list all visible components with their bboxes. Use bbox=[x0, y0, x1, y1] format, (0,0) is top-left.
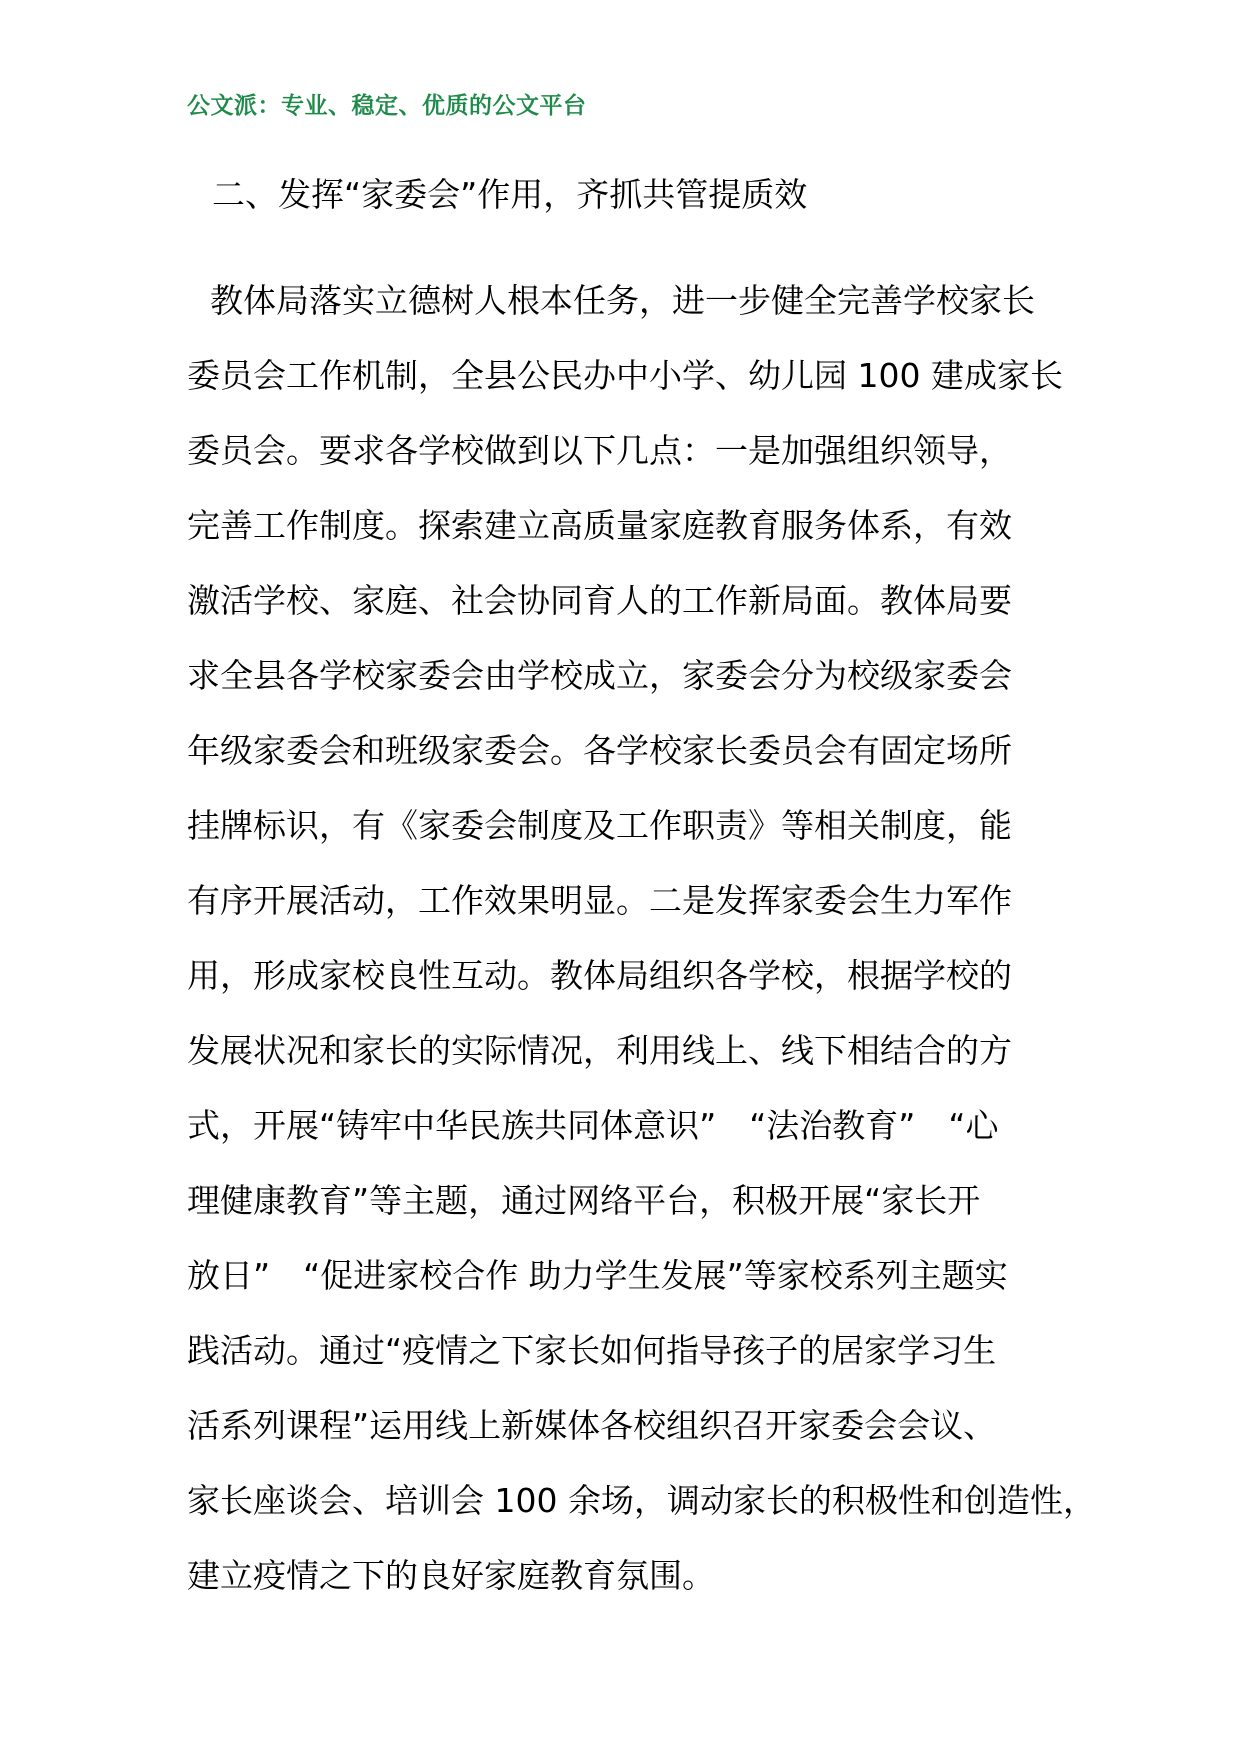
paragraph-line: 激活学校、家庭、社会协同育人的工作新局面。教体局要 bbox=[187, 581, 1012, 620]
paragraph-line: 委员会工作机制，全县公民办中小学、幼儿园 100 建成家长 bbox=[187, 356, 1063, 395]
paragraph-line: 放日” “促进家校合作 助力学生发展”等家校系列主题实 bbox=[187, 1256, 1008, 1295]
site-header-text: 公文派：专业、稳定、优质的公文平台 bbox=[187, 92, 587, 119]
paragraph-line: 挂牌标识，有《家委会制度及工作职责》等相关制度，能 bbox=[187, 806, 1012, 845]
paragraph-line: 发展状况和家长的实际情况，利用线上、线下相结合的方 bbox=[187, 1031, 1012, 1070]
paragraph-line: 有序开展活动，工作效果明显。二是发挥家委会生力军作 bbox=[187, 881, 1012, 920]
section-heading: 二、发挥“家委会”作用，齐抓共管提质效 bbox=[212, 175, 808, 214]
paragraph-line: 式，开展“铸牢中华民族共同体意识” “法治教育” “心 bbox=[187, 1106, 999, 1145]
paragraph-line: 家长座谈会、培训会 100 余场，调动家长的积极性和创造性， bbox=[187, 1481, 1096, 1520]
paragraph-line: 活系列课程”运用线上新媒体各校组织召开家委会会议、 bbox=[187, 1406, 997, 1445]
paragraph-line: 建立疫情之下的良好家庭教育氛围。 bbox=[187, 1556, 715, 1595]
paragraph-line: 求全县各学校家委会由学校成立，家委会分为校级家委会 bbox=[187, 656, 1012, 695]
paragraph-line: 委员会。要求各学校做到以下几点：一是加强组织领导， bbox=[187, 431, 1012, 470]
paragraph-line: 完善工作制度。探索建立高质量家庭教育服务体系，有效 bbox=[187, 506, 1012, 545]
paragraph-line: 用，形成家校良性互动。教体局组织各学校，根据学校的 bbox=[187, 956, 1012, 995]
paragraph-line: 理健康教育”等主题，通过网络平台，积极开展“家长开 bbox=[187, 1181, 981, 1220]
paragraph-line: 年级家委会和班级家委会。各学校家长委员会有固定场所 bbox=[187, 731, 1012, 770]
body-paragraph bbox=[187, 263, 1096, 1613]
paragraph-line: 践活动。通过“疫情之下家长如何指导孩子的居家学习生 bbox=[187, 1331, 997, 1370]
paragraph-line: 教体局落实立德树人根本任务，进一步健全完善学校家长 bbox=[210, 281, 1035, 320]
